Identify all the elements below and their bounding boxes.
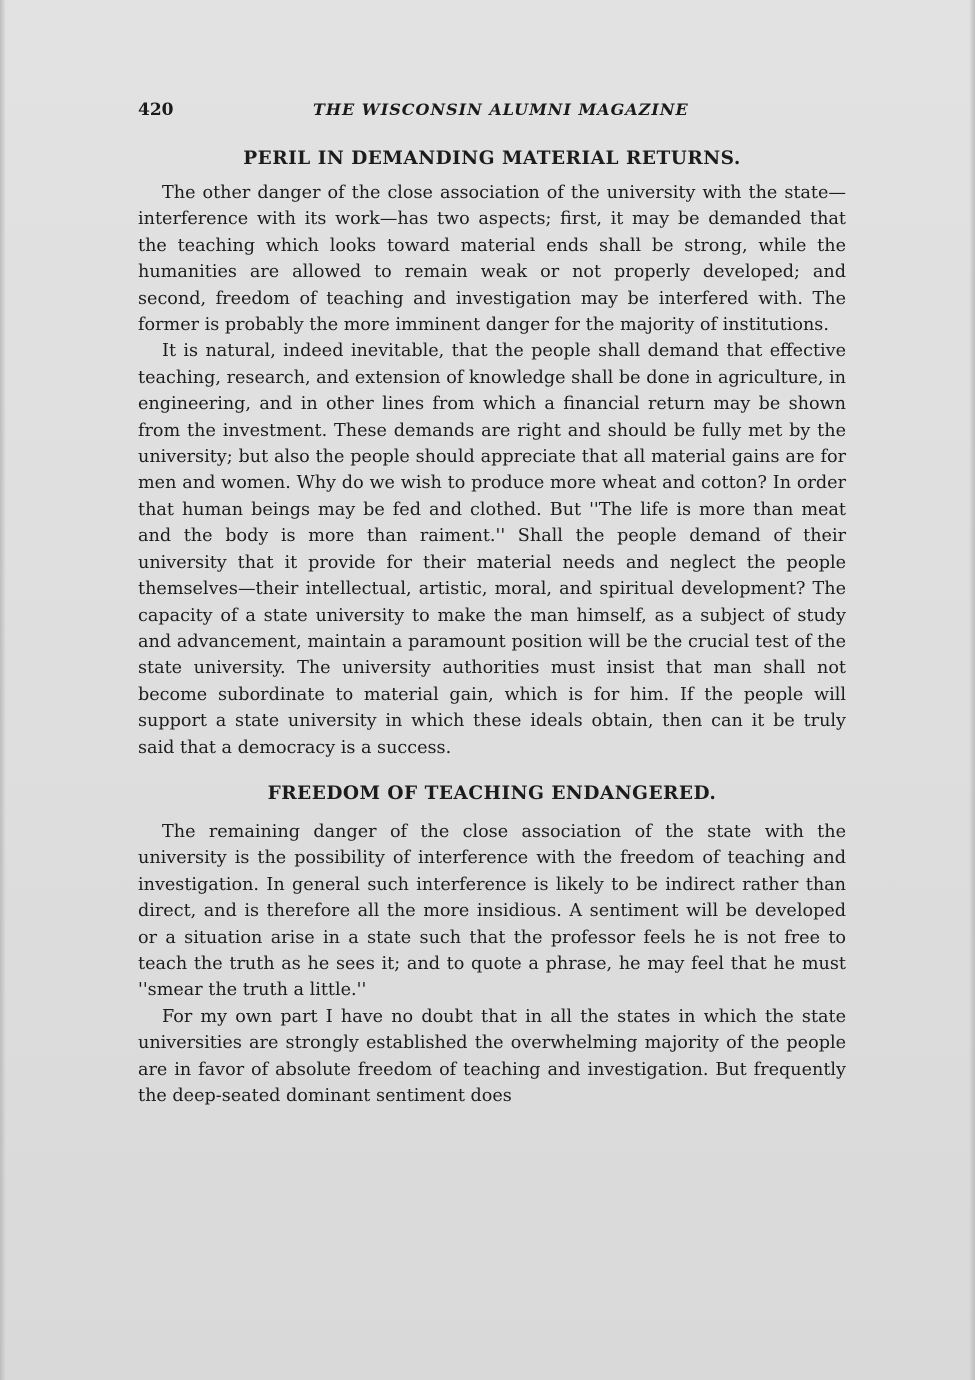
paragraph: The other danger of the close association of the university with the state—interference with its work—has two aspects; first, it may be demanded that the teaching which looks toward material ends shall be strong, while the humanities are allowed to remain weak or not properly developed; and second, freedom of teaching and investigation may be interfered with. The former is probably the more imminent danger for the majority of institutions. bbox=[138, 183, 846, 336]
page-edge-right bbox=[969, 0, 975, 1380]
paragraph: It is natural, indeed inevitable, that the people shall demand that effective teaching, research, and extension of knowledge shall be done in agriculture, in engineering, and in other lines from which a financial return may be shown from the investment. These demands are right and should be fully met by the university; but also the people should appreciate that all material gains are for men and women. Why do we wish to produce more wheat and cotton? In order that human beings may be fed and clothed. But ''The life is more than meat and the body is more than raiment.'' Shall the people demand of their university that it provide for their material needs and neglect the people themselves—their intellectual, artistic, moral, and spiritual development? The capacity of a state university to make the man himself, as a subject of study and advancement, maintain a paramount position will be the crucial test of the state university. The university authorities must insist that man shall not become subordinate to material gain, which is for him. If the people will support a state university in which these ideals obtain, then can it be truly said that a democracy is a success. bbox=[138, 341, 846, 758]
article-body bbox=[138, 146, 846, 1109]
paragraph: The remaining danger of the close association of the state with the university is the possibility of interference with the freedom of teaching and investigation. In general such interference is likely to be indirect rather than direct, and is therefore all the more insidious. A sentiment will be developed or a situation arise in a state such that the professor feels he is not free to teach the truth as he sees it; and to quote a phrase, he may feel that he must ''smear the truth a little.'' bbox=[138, 821, 846, 1001]
magazine-title: THE WISCONSIN ALUMNI MAGAZINE bbox=[313, 100, 689, 119]
page-edge-left bbox=[0, 0, 6, 1380]
section-freedom-of-teaching bbox=[138, 781, 846, 1109]
running-head bbox=[138, 100, 846, 130]
section-heading: FREEDOM OF TEACHING ENDANGERED. bbox=[267, 782, 717, 804]
page-number: 420 bbox=[138, 100, 174, 120]
section-peril-material-returns bbox=[138, 146, 846, 761]
section-heading: PERIL IN DEMANDING MATERIAL RETURNS. bbox=[243, 148, 741, 169]
paragraph: For my own part I have no doubt that in all the states in which the state universities are strongly established the overwhelming majority of the people are in favor of absolute freedom of teaching and investigation. But frequently the deep-seated dominant sentiment does bbox=[138, 1006, 846, 1106]
